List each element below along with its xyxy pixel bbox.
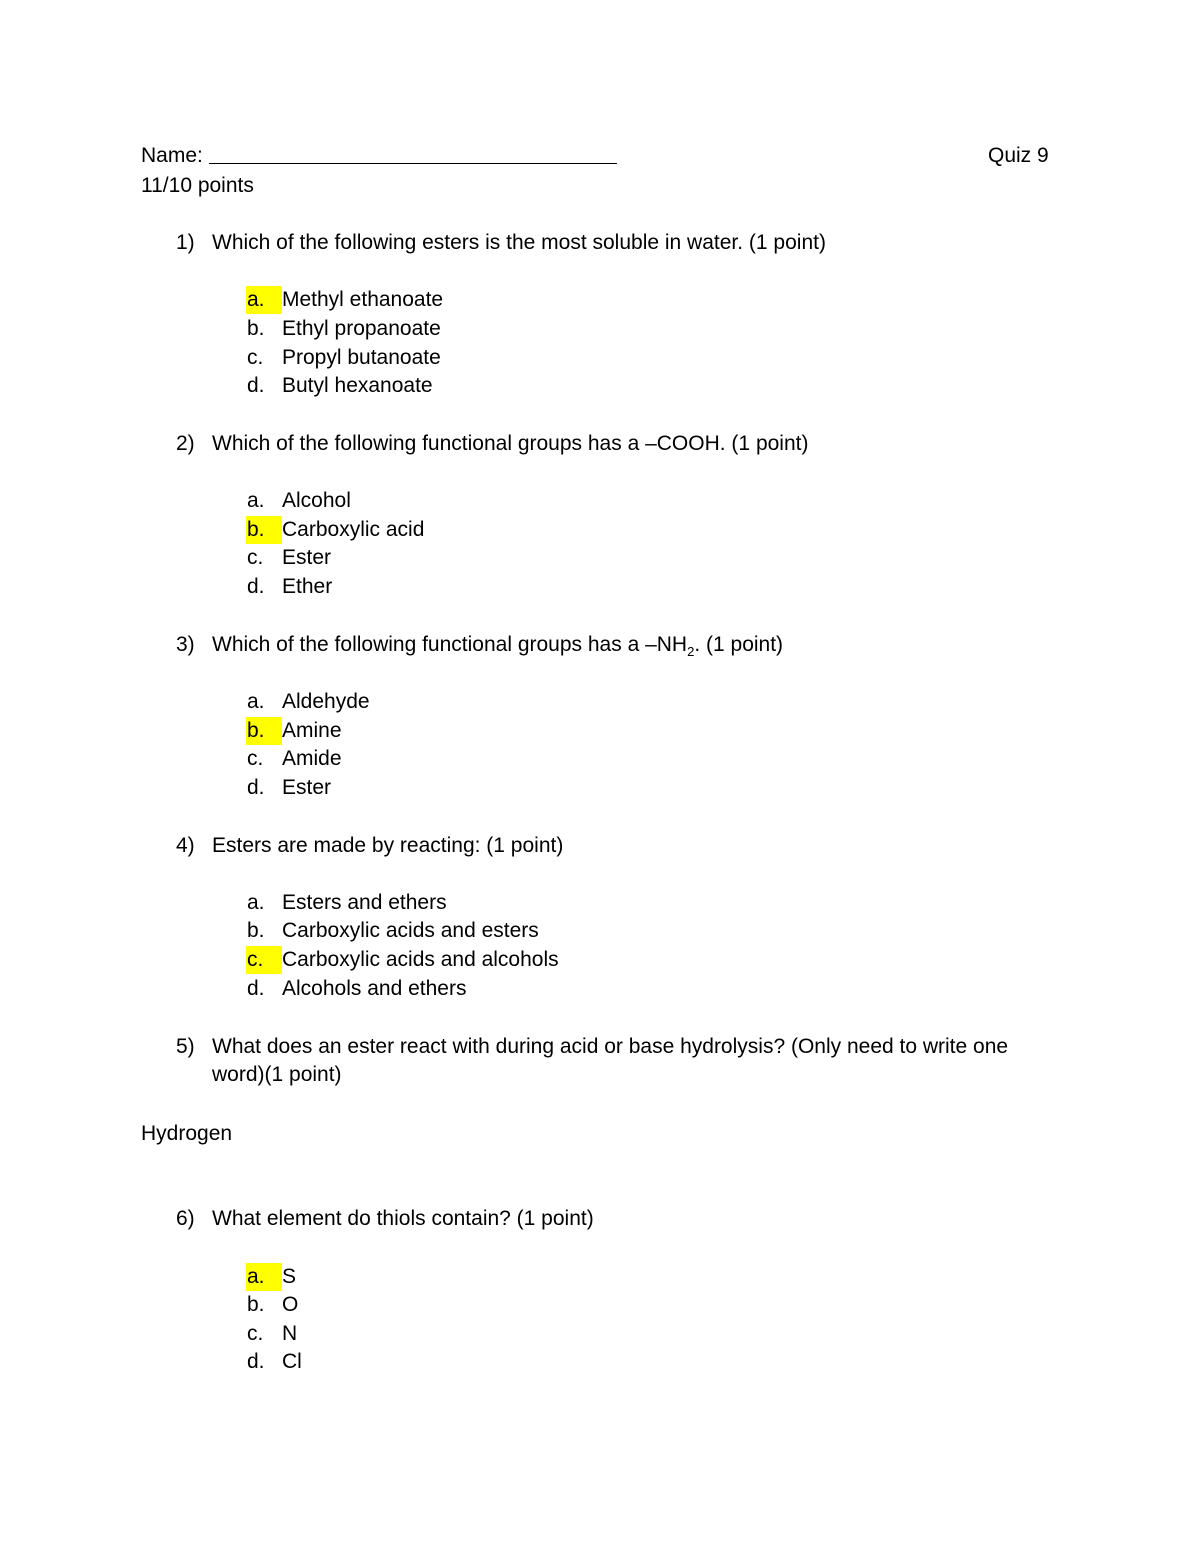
name-blank-line[interactable]: [209, 143, 617, 164]
question-number: 2): [176, 432, 195, 455]
option-text: Butyl hexanoate: [282, 374, 433, 397]
name-label: Name:: [141, 144, 203, 167]
name-field: [141, 142, 617, 170]
option-letter: a.: [247, 489, 265, 512]
option-text: Methyl ethanoate: [282, 288, 444, 311]
option-text: Carboxylic acids and alcohols: [282, 948, 559, 971]
quiz-title: Quiz 9: [988, 144, 1049, 167]
question-text: What element do thiols contain? (1 point): [212, 1207, 594, 1230]
option-text: Ethyl propanoate: [282, 317, 441, 340]
option-letter: b.: [247, 1293, 265, 1316]
option-letter: a.: [246, 286, 282, 314]
option-text: Propyl butanoate: [282, 346, 441, 369]
question-number: 5): [176, 1035, 195, 1058]
option-letter: d.: [247, 977, 265, 1000]
question-number: 4): [176, 834, 195, 857]
option-text: Alcohol: [282, 489, 351, 512]
option-text: O: [282, 1293, 299, 1316]
option-text: Alcohols and ethers: [282, 977, 467, 1000]
question-text: Esters are made by reacting: (1 point): [212, 834, 564, 857]
option-text: Amine: [282, 719, 342, 742]
score: 11/10 points: [141, 174, 254, 197]
option-letter: d.: [247, 374, 265, 397]
option-text: Aldehyde: [282, 690, 370, 713]
option-text: Ester: [282, 776, 332, 799]
option-letter: c.: [247, 747, 264, 770]
option-letter: a.: [246, 1263, 282, 1291]
option-letter: d.: [247, 575, 265, 598]
option-letter: b.: [246, 516, 282, 544]
question-number: 6): [176, 1207, 195, 1230]
option-letter: d.: [247, 776, 265, 799]
question-text: What does an ester react with during acid or base hydrolysis? (Only need to write one word)(1 point): [212, 1035, 1009, 1086]
option-text: Amide: [282, 747, 342, 770]
option-letter: d.: [247, 1350, 265, 1373]
option-text: S: [282, 1265, 297, 1288]
option-letter: a.: [247, 891, 265, 914]
option-letter: c.: [247, 1322, 264, 1345]
option-text: Esters and ethers: [282, 891, 447, 914]
question-text: Which of the following functional groups has a $-NH_2$. (1 point): [212, 633, 784, 660]
option-letter: b.: [247, 317, 265, 340]
subscript: 2: [687, 644, 695, 660]
option-letter: c.: [246, 946, 282, 974]
option-text: Ester: [282, 546, 332, 569]
option-letter: b.: [247, 919, 265, 942]
option-text: Ether: [282, 575, 333, 598]
question-text: Which of the following functional groups has a –COOH. (1 point): [212, 432, 809, 455]
option-text: Carboxylic acids and esters: [282, 919, 539, 942]
option-text: Cl: [282, 1350, 302, 1373]
question-number: 1): [176, 231, 195, 254]
option-letter: c.: [247, 346, 264, 369]
question-text: Which of the following esters is the most soluble in water. (1 point): [212, 231, 826, 254]
option-letter: b.: [246, 717, 282, 745]
option-text: N: [282, 1322, 298, 1345]
question-number: 3): [176, 633, 195, 656]
option-letter: a.: [247, 690, 265, 713]
option-letter: c.: [247, 546, 264, 569]
question-5-answer[interactable]: Hydrogen: [141, 1122, 233, 1145]
option-text: Carboxylic acid: [282, 518, 425, 541]
